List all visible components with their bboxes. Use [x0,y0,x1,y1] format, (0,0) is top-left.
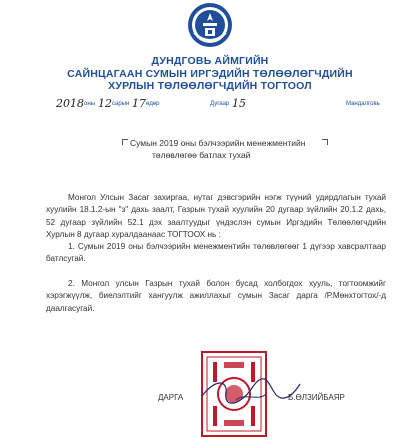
date-year-suffix: оны [84,101,95,107]
date-day-suffix: өдөр [146,101,160,107]
handwritten-signature [196,372,306,412]
resolution-number: 15 [232,97,246,110]
subject-bracket-right [322,139,328,145]
subject-bracket-left [122,139,128,145]
signatory-name: Б.ӨЛЗИЙБАЯР [288,393,345,402]
subject-line-1: Сумын 2019 оны бэлчээрийн менежментийн [130,138,306,148]
preamble-paragraph: Монгол Улсын Засаг захиргаа, нутаг дэвсгэрийн нэгж түүний удирдлагын тухай хуулийн 18.1.2-ын "з" дахь заалт, Газрын тухай хуулийн 20 дугаар зүйлийн 20.1.2 дахь, 52 дугаар зүйлийн 52.1 дэх заалтуудыг үндэслэн сумын Иргэдийн Төлөөлөгчдийн Хурлын 8 дугаар хуралдаанаас ТОГТООХ нь : [46,193,386,239]
header-soum-council: САЙНЦАГААН СУМЫН ИРГЭДИЙН ТӨЛӨӨЛӨГЧДИЙН [67,68,353,80]
header-resolution-title: ХУРЛЫН ТӨЛӨӨЛӨГЧДИЙН ТОГТООЛ [108,80,312,92]
place-label: Мандалговь [346,101,380,107]
signatory-position: ДАРГА [158,393,184,402]
header-aimag: ДУНДГОВЬ АЙМГИЙН [151,55,269,67]
state-emblem-icon [186,1,234,49]
date-day: 17 [132,97,146,110]
subject-line-2: төлөвлөгөө батлах тухай [152,150,251,160]
date-month: 12 [98,97,112,110]
number-label: Дугаар [210,101,230,107]
date-number-line [40,97,390,111]
date-month-suffix: сарын [112,101,130,107]
resolution-item-2: 2. Монгол улсын Газрын тухай болон бусад холбогдох хууль, тогтоомжийг хэрэгжүүлж, биелэлтийг хангуулж ажиллахыг сумын Засаг дарга /Р.Мөнхтогтох/-д даалгасугай. [46,279,386,313]
resolution-item-1: 1. Сумын 2019 оны бэлчээрийн менежментийн төлөвлөгөөг 1 дүгээр хавсралтаар батлсугай. [46,242,386,264]
date-year: 2018 [56,97,84,110]
subject-block [130,137,330,161]
